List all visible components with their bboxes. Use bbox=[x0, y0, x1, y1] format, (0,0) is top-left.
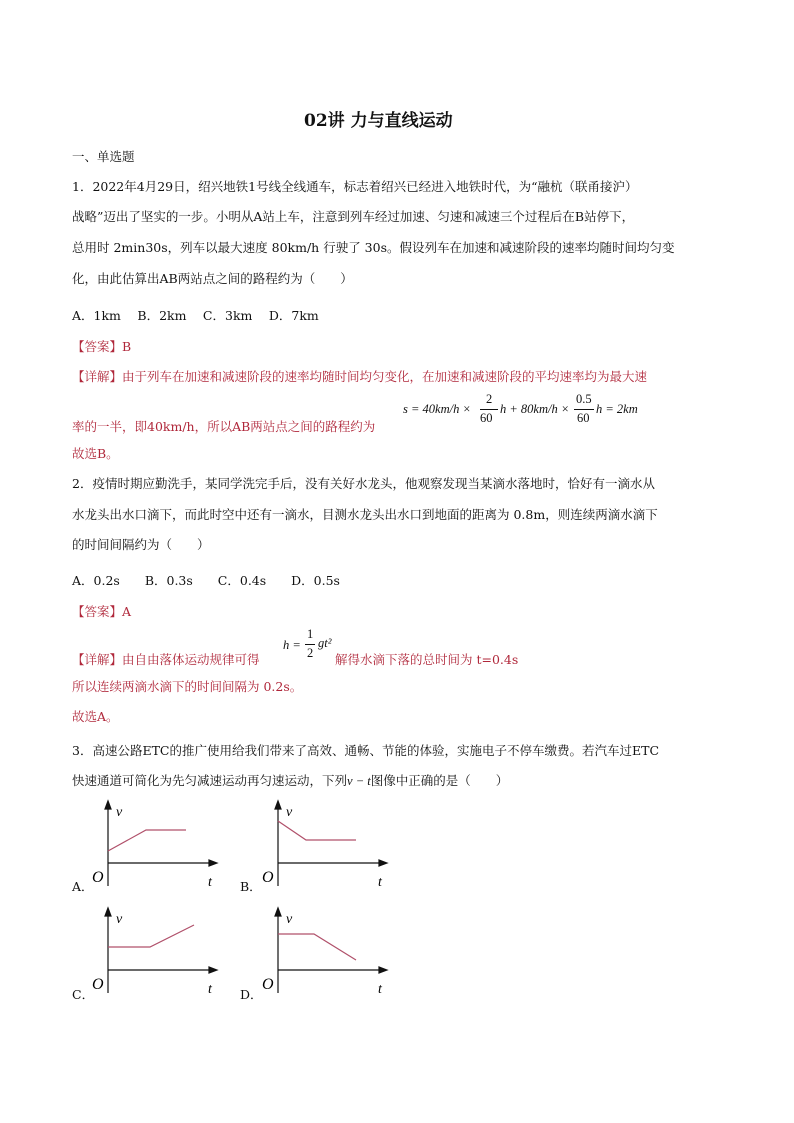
answer-value: B bbox=[122, 339, 132, 354]
vt-curve bbox=[108, 830, 186, 851]
detail-text: 由自由落体运动规律可得 bbox=[122, 652, 260, 667]
q2-formula-num: 1 bbox=[307, 627, 314, 641]
detail-tag: 【详解】 bbox=[72, 369, 123, 384]
q1-formula-den2: 60 bbox=[577, 411, 590, 425]
q2-formula-den: 2 bbox=[307, 646, 314, 660]
q2-options: A．0.2s B．0.3s C．0.4s D．0.5s bbox=[72, 573, 340, 588]
y-arrow bbox=[105, 908, 111, 916]
section-heading: 一、单选题 bbox=[72, 149, 135, 164]
q2-detail-line-2: 所以连续两滴水滴下的时间间隔为 0.2s。 bbox=[72, 679, 303, 694]
q1-line-4: 化，由此估算出AB两站点之间的路程约为（ ） bbox=[72, 271, 353, 286]
graph-d bbox=[258, 905, 398, 1005]
origin: O bbox=[262, 976, 274, 993]
graph-d-label: D． bbox=[240, 987, 263, 1002]
q2-line-1: 2．疫情时期应勤洗手，某同学洗完手后，没有关好水龙头，他观察发现当某滴水落地时，恰好有一滴水从 bbox=[72, 476, 655, 491]
vt-curve bbox=[278, 934, 356, 960]
origin: O bbox=[262, 869, 274, 886]
y-arrow bbox=[275, 801, 281, 809]
axis-t: t bbox=[208, 982, 212, 997]
origin: O bbox=[92, 869, 104, 886]
q1-formula-num2: 0.5 bbox=[576, 392, 592, 406]
axis-v: v bbox=[286, 805, 293, 820]
x-arrow bbox=[209, 967, 217, 973]
graph-a-label: A． bbox=[72, 879, 94, 894]
fraction-bar bbox=[574, 409, 594, 410]
q2-formula-rest: gt² bbox=[318, 636, 332, 650]
q3-line-2a: 快速通道可简化为先匀减速运动再匀速运动，下列 bbox=[72, 773, 348, 788]
y-arrow bbox=[275, 908, 281, 916]
q1-detail-line-3: 故选B。 bbox=[72, 446, 119, 461]
origin: O bbox=[92, 976, 104, 993]
answer-tag: 【答案】 bbox=[72, 604, 123, 619]
fraction-bar bbox=[305, 644, 315, 645]
graph-c-label: C． bbox=[72, 987, 95, 1002]
axis-v: v bbox=[116, 805, 123, 820]
q2-answer bbox=[72, 602, 131, 620]
q3-line-2 bbox=[72, 771, 508, 789]
q1-line-1: 1．2022年4月29日，绍兴地铁1号线全线通车，标志着绍兴已经进入地铁时代，为“融杭（联甬接沪） bbox=[72, 179, 638, 194]
axis-t: t bbox=[208, 875, 212, 890]
q3-line-2b: 图像中正确的是（ ） bbox=[370, 773, 509, 788]
q2-detail-result: 解得水滴下落的总时间为 t=0.4s bbox=[335, 652, 519, 667]
axis-v: v bbox=[116, 912, 123, 927]
fraction-bar bbox=[480, 409, 498, 410]
answer-value: A bbox=[122, 604, 132, 619]
q1-line-2: 战略”迈出了坚实的一步。小明从A站上车，注意到列车经过加速、匀速和减速三个过程后在B站停下， bbox=[72, 209, 635, 224]
detail-text: 由于列车在加速和减速阶段的速率均随时间均匀变化，在加速和减速阶段的平均速率均为最大速 bbox=[122, 369, 648, 384]
axis-v: v bbox=[286, 912, 293, 927]
x-arrow bbox=[379, 860, 387, 866]
detail-tag: 【详解】 bbox=[72, 652, 123, 667]
axis-t: t bbox=[378, 982, 382, 997]
q1-formula-end: h = 2km bbox=[596, 402, 638, 416]
q2-detail-line-3: 故选A。 bbox=[72, 709, 119, 724]
vt-curve bbox=[278, 821, 356, 840]
vt-symbol: v − t bbox=[347, 774, 371, 788]
y-arrow bbox=[105, 801, 111, 809]
q3-line-1: 3．高速公路ETC的推广使用给我们带来了高效、通畅、节能的体验，实施电子不停车缴费。若汽车过ETC bbox=[72, 743, 660, 758]
q1-formula-num1: 2 bbox=[486, 392, 493, 406]
vt-curve bbox=[108, 925, 194, 947]
graph-b bbox=[258, 798, 398, 898]
q1-detail-line-2: 率的一半，即40km/h，所以AB两站点之间的路程约为 bbox=[72, 419, 376, 434]
x-arrow bbox=[379, 967, 387, 973]
q1-options: A．1km B．2km C．3km D．7km bbox=[72, 308, 319, 323]
q1-answer bbox=[72, 337, 131, 355]
q2-line-3: 的时间间隔约为（ ） bbox=[72, 537, 210, 552]
q1-detail-line-1 bbox=[72, 367, 647, 385]
q2-line-2: 水龙头出水口滴下，而此时空中还有一滴水，目测水龙头出水口到地面的距离为 0.8m，则连续两滴水滴下 bbox=[72, 507, 658, 522]
graph-a bbox=[88, 798, 228, 898]
q1-formula-s: s = 40km/h × bbox=[403, 402, 471, 416]
q2-formula-h: h = bbox=[283, 638, 301, 652]
answer-tag: 【答案】 bbox=[72, 339, 123, 354]
q1-formula-mid: h + 80km/h × bbox=[500, 402, 570, 416]
page-title: 02讲 力与直线运动 bbox=[304, 111, 453, 131]
x-arrow bbox=[209, 860, 217, 866]
graph-b-label: B． bbox=[240, 879, 262, 894]
q1-line-3: 总用时 2min30s，列车以最大速度 80km/h 行驶了 30s。假设列车在加速和减速阶段的速率均随时间均匀变 bbox=[72, 240, 675, 255]
graph-c bbox=[88, 905, 228, 1005]
q1-formula-den1: 60 bbox=[480, 411, 493, 425]
axis-t: t bbox=[378, 875, 382, 890]
q2-detail-line-1 bbox=[72, 650, 260, 668]
